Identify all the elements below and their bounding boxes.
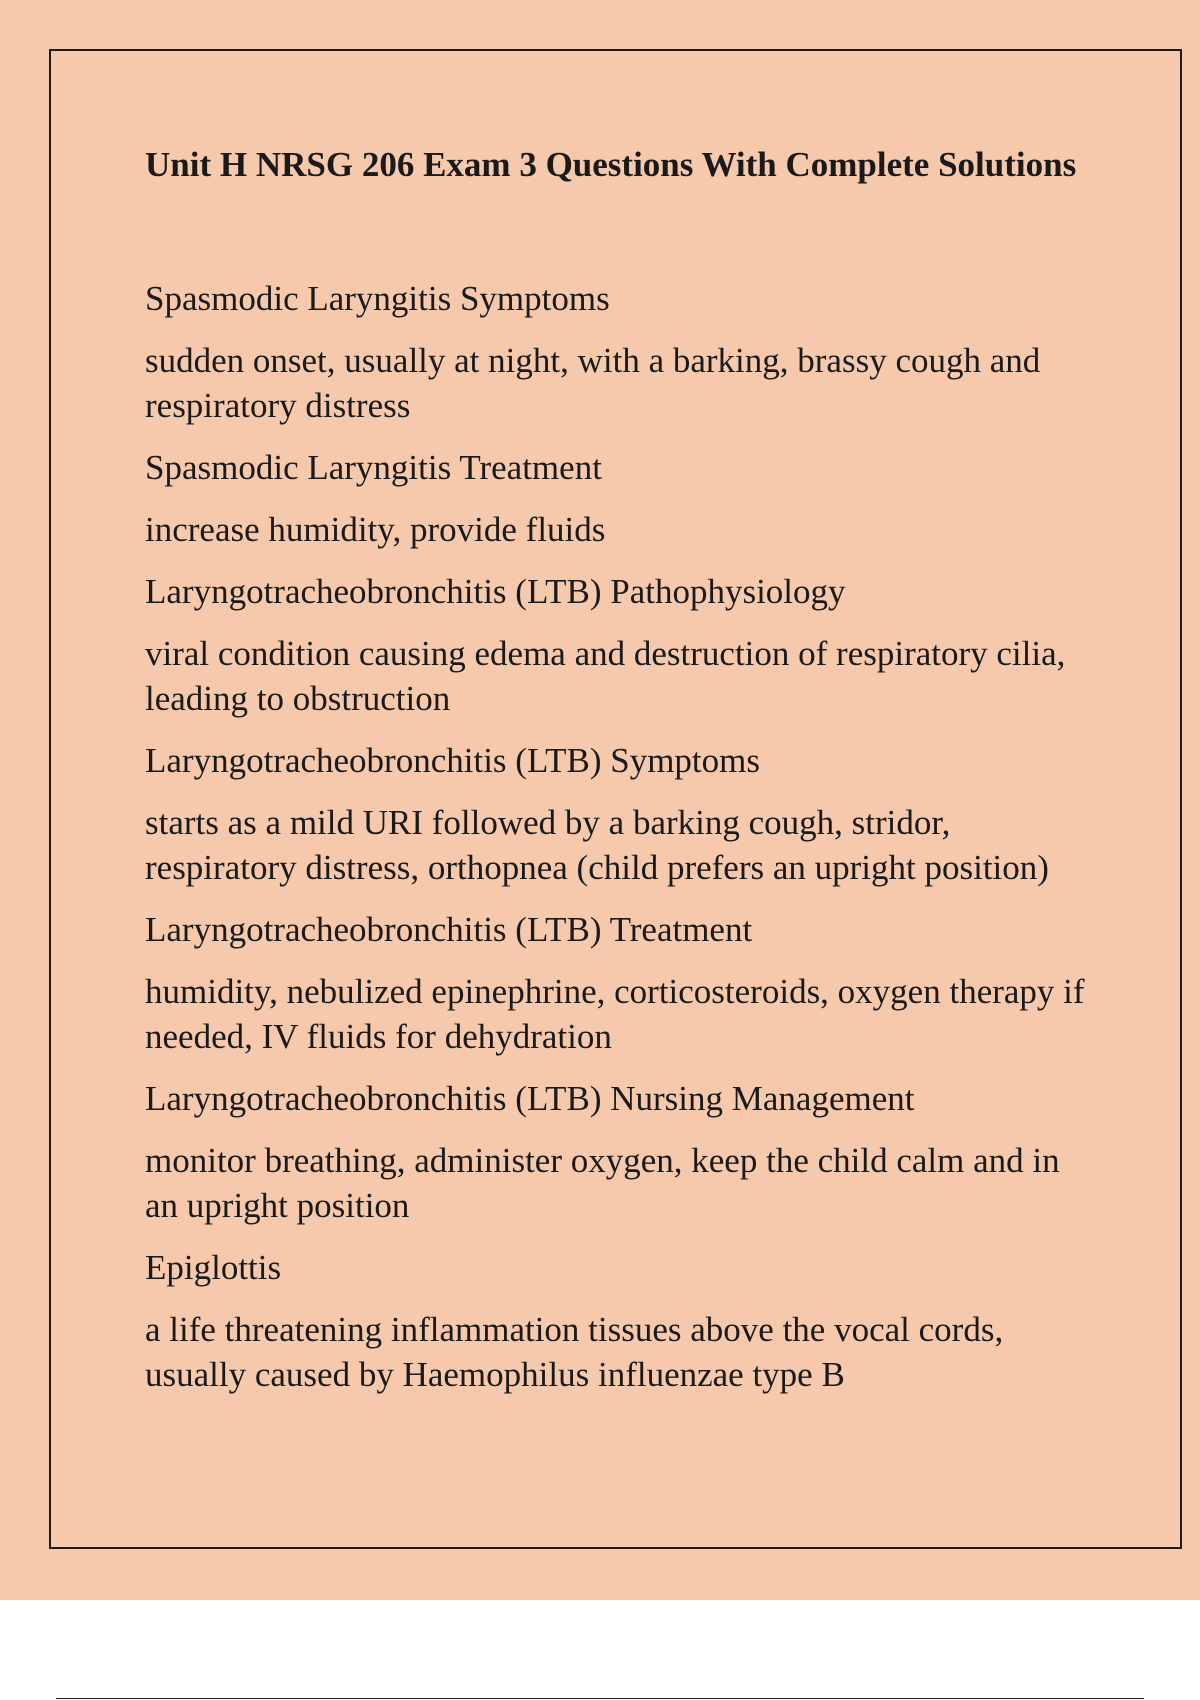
term: Epiglottis xyxy=(145,1248,282,1287)
definition: humidity, nebulized epinephrine, corticosteroids, oxygen therapy if needed, IV fluids for dehydration xyxy=(145,972,1085,1056)
term: Spasmodic Laryngitis Symptoms xyxy=(145,279,610,318)
definition: sudden onset, usually at night, with a barking, brassy cough and respiratory distress xyxy=(145,341,1041,425)
definition: starts as a mild URI followed by a barking cough, stridor, respiratory distress, orthopnea (child prefers an upright position) xyxy=(145,803,1049,887)
term: Spasmodic Laryngitis Treatment xyxy=(145,448,602,487)
term: Laryngotracheobronchitis (LTB) Treatment xyxy=(145,910,753,949)
definition: monitor breathing, administer oxygen, keep the child calm and in an upright position xyxy=(145,1141,1060,1225)
term: Laryngotracheobronchitis (LTB) Symptoms xyxy=(145,741,760,780)
term: Laryngotracheobronchitis (LTB) Pathophysiology xyxy=(145,572,846,611)
definition: a life threatening inflammation tissues above the vocal cords, usually caused by Haemophilus influenzae type B xyxy=(145,1310,1004,1394)
document-body xyxy=(145,142,1095,1414)
term: Laryngotracheobronchitis (LTB) Nursing Management xyxy=(145,1079,915,1118)
document-title: Unit H NRSG 206 Exam 3 Questions With Complete Solutions xyxy=(145,145,1077,184)
definition: increase humidity, provide fluids xyxy=(145,510,606,549)
footer-divider xyxy=(56,1698,1144,1699)
qa-list xyxy=(145,276,1095,1397)
definition: viral condition causing edema and destruction of respiratory cilia, leading to obstruction xyxy=(145,634,1066,718)
